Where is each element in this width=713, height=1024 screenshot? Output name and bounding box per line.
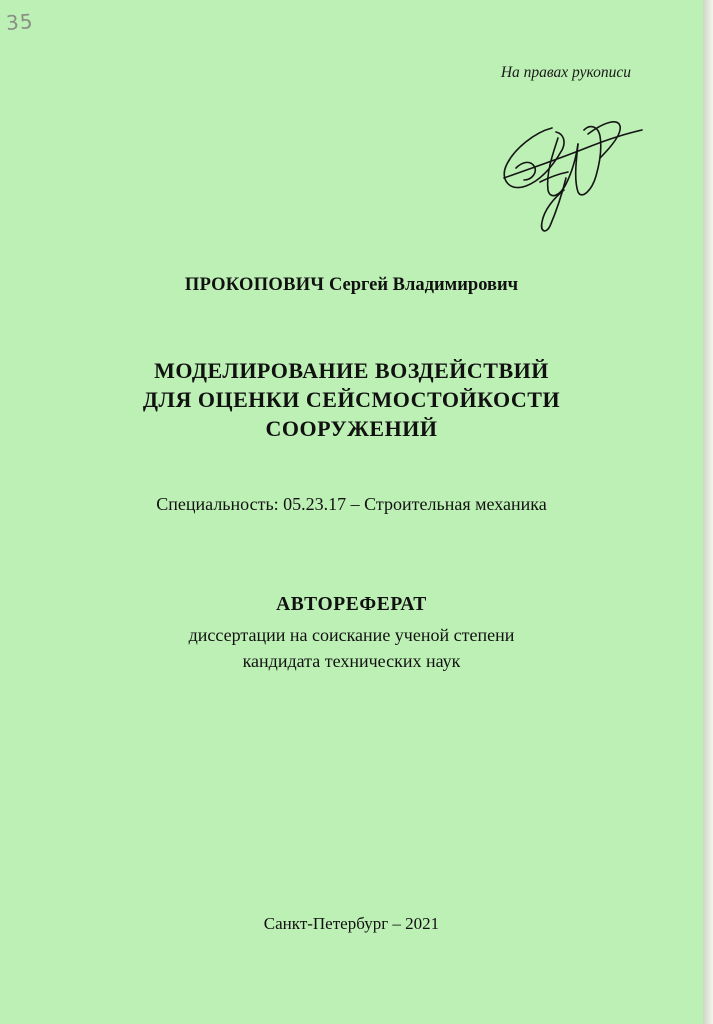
place-and-year: Санкт-Петербург – 2021 xyxy=(263,914,440,933)
title-line: СООРУЖЕНИЙ xyxy=(265,416,438,441)
title-line: ДЛЯ ОЦЕНКИ СЕЙСМОСТОЙКОСТИ xyxy=(142,387,561,412)
degree-description xyxy=(0,622,703,674)
specialty-line: Специальность: 05.23.17 – Строительная механика xyxy=(156,494,547,514)
pencil-page-mark: 35 xyxy=(5,9,35,35)
page-edge-shadow xyxy=(703,0,713,1024)
dissertation-title xyxy=(0,356,703,443)
author-surname: ПРОКОПОВИЧ xyxy=(184,275,325,295)
document-type-heading: АВТОРЕФЕРАТ xyxy=(276,594,427,615)
author-name xyxy=(0,275,703,296)
rights-note: На правах рукописи xyxy=(500,64,631,81)
title-line: МОДЕЛИРОВАНИЕ ВОЗДЕЙСТВИЙ xyxy=(154,358,549,383)
degree-line: диссертации на соискание ученой степени xyxy=(188,625,515,645)
handwritten-signature xyxy=(496,108,646,238)
degree-line: кандидата технических наук xyxy=(242,651,461,671)
author-given-names: Сергей Владимирович xyxy=(328,275,519,295)
